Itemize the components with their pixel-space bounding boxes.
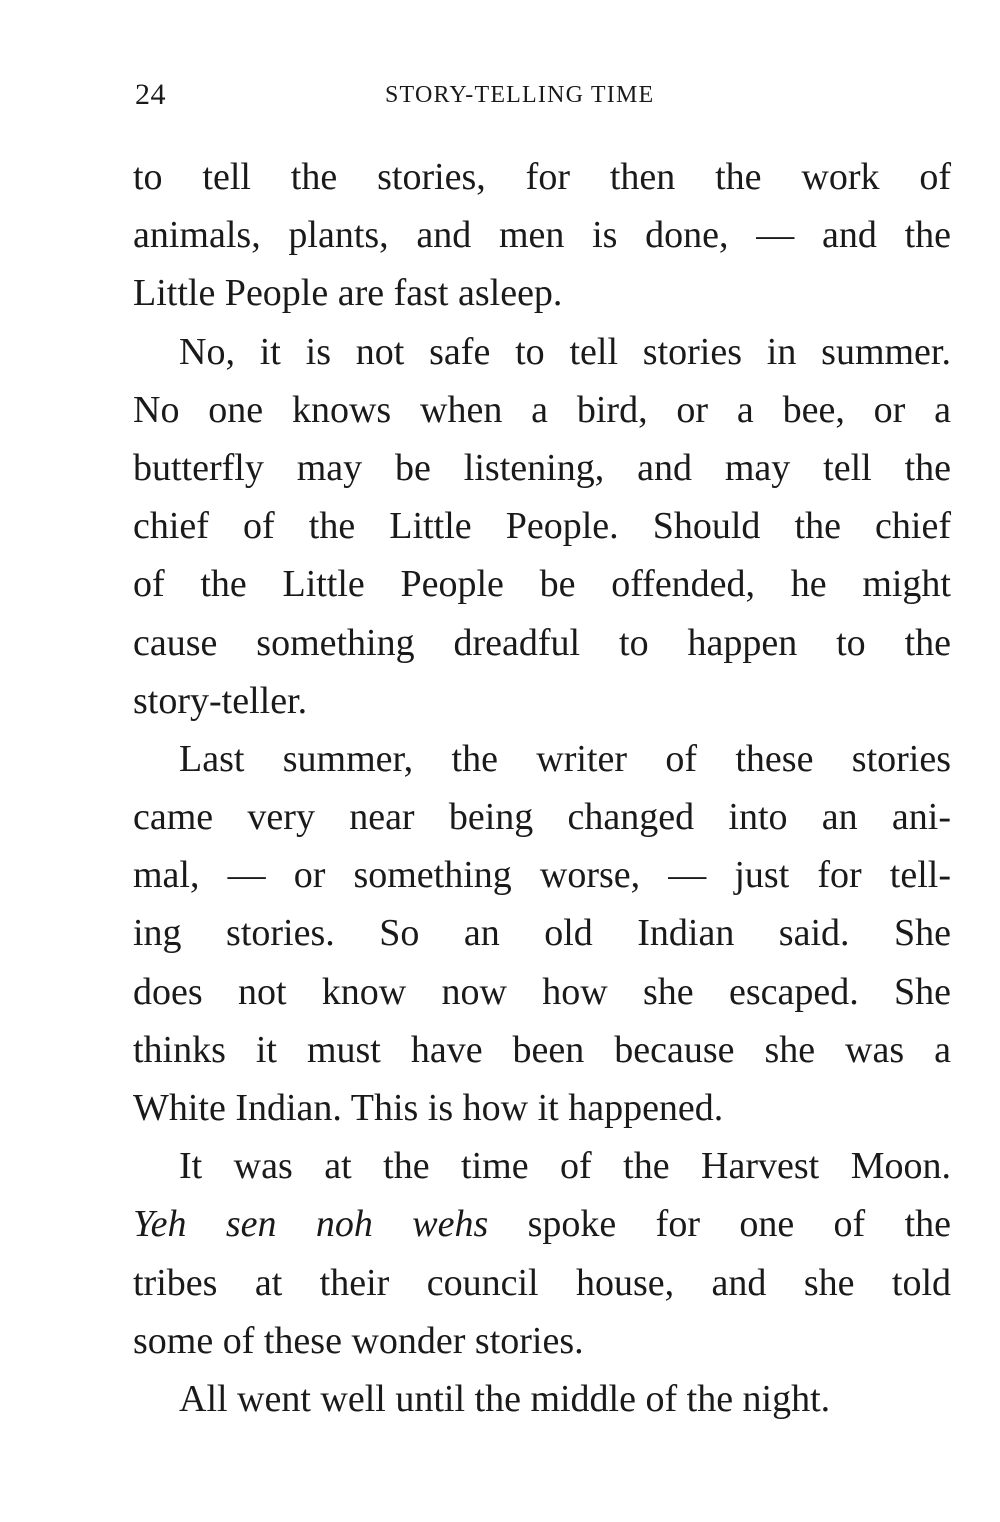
text-line: of the Little People be offended, he might: [133, 563, 951, 606]
running-head: [135, 78, 950, 114]
text-line-with-italic: [133, 1195, 951, 1253]
text-line: does not know now how she escaped. She: [133, 970, 951, 1013]
text-line: some of these wonder stories.: [133, 1319, 584, 1362]
text-line: No, it is not safe to tell stories in summer.: [179, 330, 951, 373]
text-line: tribes at their council house, and she told: [133, 1261, 951, 1304]
text-line: No one knows when a bird, or a bee, or a: [133, 388, 951, 431]
text-line: animals, plants, and men is done, — and the: [133, 214, 951, 257]
text-line: cause something dreadful to happen to the: [133, 621, 951, 664]
page-number: 24: [135, 78, 166, 111]
text-line: story-teller.: [133, 679, 308, 722]
text-line: to tell the stories, for then the work of: [133, 156, 951, 198]
text-line: Little People are fast asleep.: [133, 272, 563, 315]
text-line: Last summer, the writer of these stories: [179, 737, 951, 780]
italic-name: Yeh sen noh wehs: [133, 1203, 489, 1246]
text-line: All went well until the middle of the night.: [179, 1377, 831, 1420]
text-line: came very near being changed into an ani-: [133, 796, 951, 839]
text-line: White Indian. This is how it happened.: [133, 1087, 724, 1129]
text-line: butterfly may be listening, and may tell the: [133, 446, 951, 489]
text-line-rest: spoke for one of the: [527, 1203, 952, 1246]
body-text: [133, 148, 951, 1428]
text-line: ing stories. So an old Indian said. She: [133, 912, 951, 955]
text-line: chief of the Little People. Should the chief: [133, 505, 951, 548]
text-line: mal, — or something worse, — just for tell-: [133, 854, 951, 897]
text-line: thinks it must have been because she was a: [133, 1028, 951, 1071]
running-title: STORY-TELLING TIME: [385, 82, 655, 108]
text-line: It was at the time of the Harvest Moon.: [179, 1145, 951, 1188]
